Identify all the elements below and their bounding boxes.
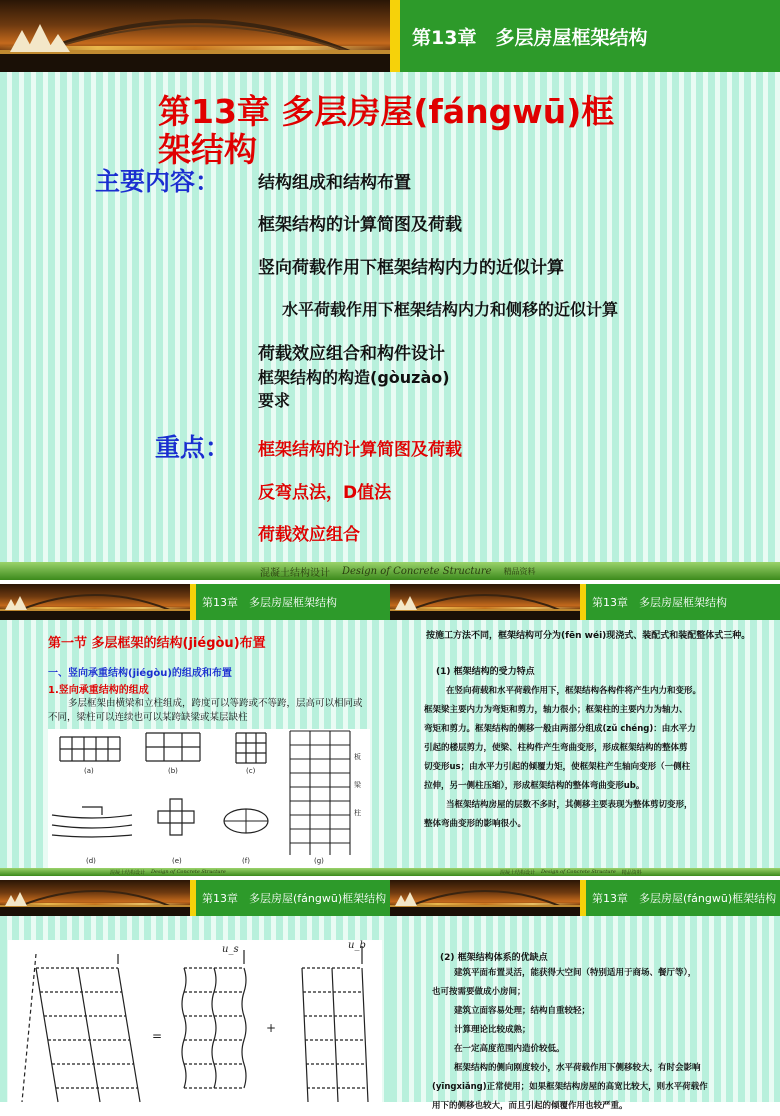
body-line: 整体弯曲变形的影响很小。 <box>424 819 527 829</box>
footer-en: Design of Concrete Structure <box>541 869 616 875</box>
slide-5-header <box>390 880 780 916</box>
body-line: 建筑平面布置灵活，能获得大空间（特别适用于商场、餐厅等）， <box>454 968 697 978</box>
body-line: 弯矩和剪力。框架结构的侧移一般由两部分组成(zǔ chéng)：由水平力 <box>424 724 696 734</box>
body-line: 在竖向荷载和水平荷载作用下，框架结构各构件将产生内力和变形。 <box>446 686 702 696</box>
body-line: 在一定高度范围内造价较低。 <box>454 1044 565 1054</box>
opera-house-photo <box>0 880 190 916</box>
opera-house-photo <box>0 584 190 620</box>
figure-f <box>224 809 268 833</box>
section-title: 第一节 多层框架的结构(jiégòu)布置 <box>48 636 266 651</box>
slide-2-header-title: 第13章 多层房屋框架结构 <box>196 584 390 620</box>
body-line: 框架结构的侧向刚度较小，水平荷载作用下侧移较大，有时会影响 <box>454 1063 701 1073</box>
label-equals: = <box>152 1029 163 1043</box>
body-line: 框架梁主要内力为弯矩和剪力，轴力很小；框架柱的主要内力为轴力、 <box>424 705 688 715</box>
slide-5 <box>390 880 780 1111</box>
figure-g <box>290 731 350 855</box>
label-plus: + <box>266 1021 277 1035</box>
key-item: 反弯点法，D值法 <box>258 483 392 503</box>
body-line: 计算理论比较成熟； <box>454 1025 531 1035</box>
big-title-line-1: 第13章 多层房屋(fángwū)框 <box>158 92 615 131</box>
slide-2 <box>0 584 390 876</box>
fig-label-d: (d) <box>86 857 96 865</box>
body-lines <box>424 682 776 834</box>
opera-house-photo <box>0 0 390 72</box>
slide-3-footer <box>390 868 780 876</box>
key-points-label: 重点： <box>155 433 231 462</box>
body-line: 用下的侧移也较大，而且引起的倾覆作用也较严重。 <box>432 1101 628 1111</box>
body-lines <box>422 964 776 1116</box>
footer-cn: 混凝土结构设计 <box>110 869 146 876</box>
fig-side-slab: 板 <box>354 753 361 761</box>
content-item: 荷载效应组合和构件设计 <box>258 344 445 364</box>
footer-en: Design of Concrete Structure <box>151 869 226 875</box>
intro-text: 按施工方法不同，框架结构可分为(fēn wéi)现浇式、装配式和装配整体式三种。 <box>426 631 751 641</box>
content-item: 要求 <box>258 391 291 410</box>
body-line: 当框架结构房屋的层数不多时，其侧移主要表现为整体剪切变形， <box>446 800 693 810</box>
sub-heading-2: 1.竖向承重结构的组成 <box>48 685 149 696</box>
footer-note: 精品资料 <box>621 869 642 876</box>
slide-4-header-title: 第13章 多层房屋(fángwū)框架结构 <box>196 880 390 916</box>
content-item: 框架结构的计算简图及荷载 <box>258 215 462 235</box>
key-item: 荷载效应组合 <box>258 525 360 545</box>
content-item: 结构组成和结构布置 <box>258 173 411 193</box>
fig-label-c: (c) <box>246 767 256 775</box>
fig-label-a: (a) <box>84 767 94 775</box>
body-line: 拉伸，另一侧柱压缩），形成框架结构的整体弯曲变形ub。 <box>424 781 645 791</box>
body-line: 引起的楼层剪力，使梁、柱构件产生弯曲变形，形成框架结构的整体剪 <box>424 743 688 753</box>
slide-4-header <box>0 880 390 916</box>
label-ub: u_b <box>348 940 366 951</box>
slide-1-header-title: 第13章 多层房屋框架结构 <box>400 0 780 72</box>
content-item: 竖向荷载作用下框架结构内力的近似计算 <box>258 258 564 278</box>
fig-label-f: (f) <box>242 857 250 865</box>
label-us: u_s <box>222 944 239 955</box>
slide-2-header <box>0 584 390 620</box>
slide-1-header <box>0 0 780 72</box>
big-title-line-2: 架结构 <box>158 130 257 169</box>
figure-e <box>158 799 194 835</box>
footer-en: Design of Concrete Structure <box>342 565 492 577</box>
fig-side-column: 柱 <box>354 809 361 817</box>
figure-c <box>236 733 266 763</box>
body-line: 也可按需要做成小房间； <box>432 987 526 997</box>
fig-side-beam: 梁 <box>354 781 361 789</box>
sub-heading-1: 一、竖向承重结构(jiégòu)的组成和布置 <box>48 668 232 679</box>
frame-layout-figure <box>48 729 370 869</box>
opera-house-photo <box>390 584 580 620</box>
section-heading: (1) 框架结构的受力特点 <box>436 667 535 677</box>
opera-house-photo <box>390 880 580 916</box>
figure-b <box>146 733 200 761</box>
slide-3 <box>390 584 780 876</box>
slide-1-footer <box>0 562 780 580</box>
figure-d <box>52 807 132 837</box>
deformation-figure <box>8 940 382 1102</box>
body-line: (yīngxiǎng)正常使用；如果框架结构房屋的高宽比较大，则水平荷载作 <box>432 1082 708 1092</box>
slide-2-footer <box>0 868 390 876</box>
body-line: 建筑立面容易处理；结构自重较轻； <box>454 1006 591 1016</box>
footer-cn: 混凝土结构设计 <box>500 869 536 876</box>
slide-3-header <box>390 584 780 620</box>
fig-label-b: (b) <box>168 767 178 775</box>
slide-1-big-title <box>158 92 614 170</box>
body-line: 切变形us；由水平力引起的倾覆力矩，使框架柱产生轴向变形（一侧柱 <box>424 762 691 772</box>
slide-3-header-title: 第13章 多层房屋框架结构 <box>586 584 780 620</box>
main-content-label: 主要内容： <box>95 167 221 196</box>
footer-cn: 混凝土结构设计 <box>260 567 330 579</box>
key-item: 框架结构的计算简图及荷载 <box>258 440 462 460</box>
fig-label-g: (g) <box>314 857 324 865</box>
slide-5-header-title: 第13章 多层房屋(fángwū)框架结构 <box>586 880 780 916</box>
slide-4 <box>0 880 390 1102</box>
paragraph: 多层框架由横梁和立柱组成，跨度可以等跨或不等跨，层高可以相同或不同，梁柱可以连续也可以某跨缺梁或某层缺柱 <box>48 698 363 723</box>
fig-label-e: (e) <box>172 857 182 865</box>
figure-a <box>60 737 120 761</box>
footer-note: 精品资料 <box>503 566 536 576</box>
section-heading: (2) 框架结构体系的优缺点 <box>440 953 548 963</box>
content-item: 框架结构的构造(gòuzào) <box>258 368 450 387</box>
content-item: 水平荷载作用下框架结构内力和侧移的近似计算 <box>282 300 619 319</box>
